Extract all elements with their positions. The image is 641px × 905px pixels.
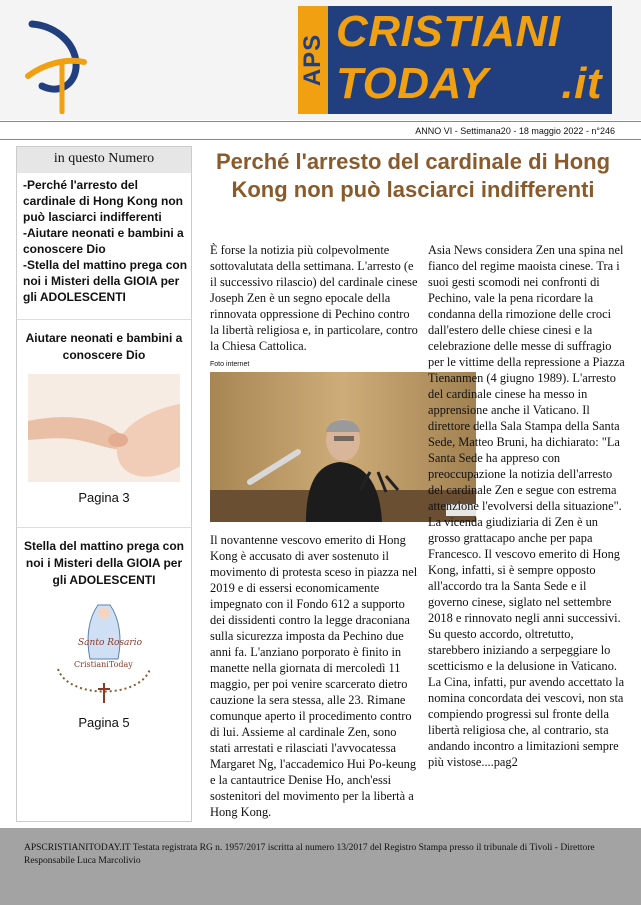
photo-caption: Foto internet xyxy=(210,361,250,368)
header-rule-bottom xyxy=(0,139,641,140)
brand-domain: .it xyxy=(561,59,602,108)
baby-hand-image xyxy=(28,374,180,482)
brand-aps-text: APS xyxy=(299,33,327,87)
sidebar-heading: in questo Numero xyxy=(17,147,191,173)
article-column-3 xyxy=(428,242,628,770)
feature-title: Stella del mattino prega con noi i Misteri della GIOIA per gli ADOLESCENTI xyxy=(23,539,185,587)
brand-today xyxy=(336,58,606,110)
fish-cross-logo-icon xyxy=(18,6,90,114)
feature-title: Aiutare neonati e bambini a conoscere Dio xyxy=(25,331,183,362)
article-paragraph: Asia News considera Zen una spina nel fianco del regime maoista cinese. Tra i suoi gesti scomodi nei confronti di Pechino, vale la pena ricordare la condanna della rimozione delle croci dall'estero delle chiese cinesi e la celebrazione delle messe di suffragio per le vittime della repressione a Piazza Tienanmen (4 giugno 1989). L'arresto del cardinale cinese ha messo in apprensione anche il Vaticano. Il direttore della Sala Stampa della Santa Sede, Matteo Bruni, ha dichiarato: "La Santa Sede ha appreso con preoccupazione la notizia dell'arresto del cardinale Zen e segue con estrema attenzione l'evolversi della situazione". La vicenda giudiziaria di Zen è un grosso grattacapo anche per papa Francesco. Il vescovo emerito di Hong Kong, infatti, si è sempre opposto all'accordo tra la Santa Sede e il governo cinese, siglato nel settembre 2018 e rinnovato negli anni successivi. Su questo accordo, oltretutto, starebbero iniziando a serpeggiare lo scetticismo e la delusione in Vaticano. La Cina, infatti, pur avendo accettato la nomina concordata dei vescovi, non sta compiendo progressi sul fronte della libertà religiosa che, al contrario, sta andando incontro a limitazioni sempre più vistose....pag2 xyxy=(428,243,625,769)
sidebar-index-item[interactable]: -Perché l'arresto del cardinale di Hong Kong non può lasciarci indifferenti xyxy=(23,178,183,224)
feature-page: Pagina 5 xyxy=(78,715,130,730)
sidebar-index xyxy=(17,173,191,305)
footer xyxy=(0,828,641,905)
sidebar-feature-rosario[interactable] xyxy=(17,527,191,738)
brand-cristiani: CRISTIANI xyxy=(336,7,561,56)
masthead xyxy=(0,0,641,120)
brand-aps-band xyxy=(298,6,328,114)
article-paragraph: È forse la notizia più colpevolmente sottovalutata della settimana. L'arresto (e il successivo rilascio) del cardinale cinese Joseph Zen è un segno epocale della rinnovata oppressione di Pechino contro la libertà religiosa e, in particolare, contro la Chiesa Cattolica. xyxy=(210,243,418,353)
sidebar-feature-neonati[interactable] xyxy=(17,319,191,513)
brand-logo[interactable] xyxy=(298,6,612,114)
sidebar xyxy=(16,146,192,822)
article-headline: Perché l'arresto del cardinale di Hong Kong non può lasciarci indifferenti xyxy=(215,149,611,202)
badge-text: Santo Rosario xyxy=(78,638,143,648)
article-paragraph: Il novantenne vescovo emerito di Hong Kong è accusato di aver sostenuto il movimento di protesta sceso in piazza nel 2019 e di essersi economicamente impegnato con il Fondo 612 a supporto dei dissidenti contro la legge draconiana sulla sicurezza imposta da Pechino due anni fa. L'anziano porporato è finito in manette nella giornata di mercoledì 11 maggio, per poi venire scarcerato dietro cauzione la sera stessa, alle 23. Rimane comunque aperto il procedimento contro di lui. Assieme al cardinale Zen, sono stati arrestati e rilasciati l'avvocatessa Margaret Ng, l'accademico Hui Po-keung e la cantautrice Denise Ho, anch'essi sostenitori del movimento per la libertà a Hong Kong. xyxy=(210,533,418,819)
footer-legal-text: APSCRISTIANITODAY.IT Testata registrata RG n. 1957/2017 iscritta al numero 13/2017 del Registro Stampa presso il tribunale di Tivoli - Direttore Responsabile Luca Marcolivio xyxy=(24,843,595,866)
sidebar-index-item[interactable]: -Aiutare neonati e bambini a conoscere Dio xyxy=(23,226,184,256)
sidebar-index-item[interactable]: -Stella del mattino prega con noi i Misteri della GIOIA per gli ADOLESCENTI xyxy=(23,258,188,304)
header-rule-top xyxy=(0,121,641,122)
badge-subtext: CristianiToday xyxy=(74,660,133,669)
article-column-1 xyxy=(210,242,420,354)
rosary-badge-image xyxy=(28,599,180,707)
brand-today-text: TODAY xyxy=(336,59,489,108)
feature-page: Pagina 3 xyxy=(78,490,130,505)
issue-line: ANNO VI - Settimana20 - 18 maggio 2022 - n°246 xyxy=(415,126,615,136)
article-column-2 xyxy=(210,532,420,820)
